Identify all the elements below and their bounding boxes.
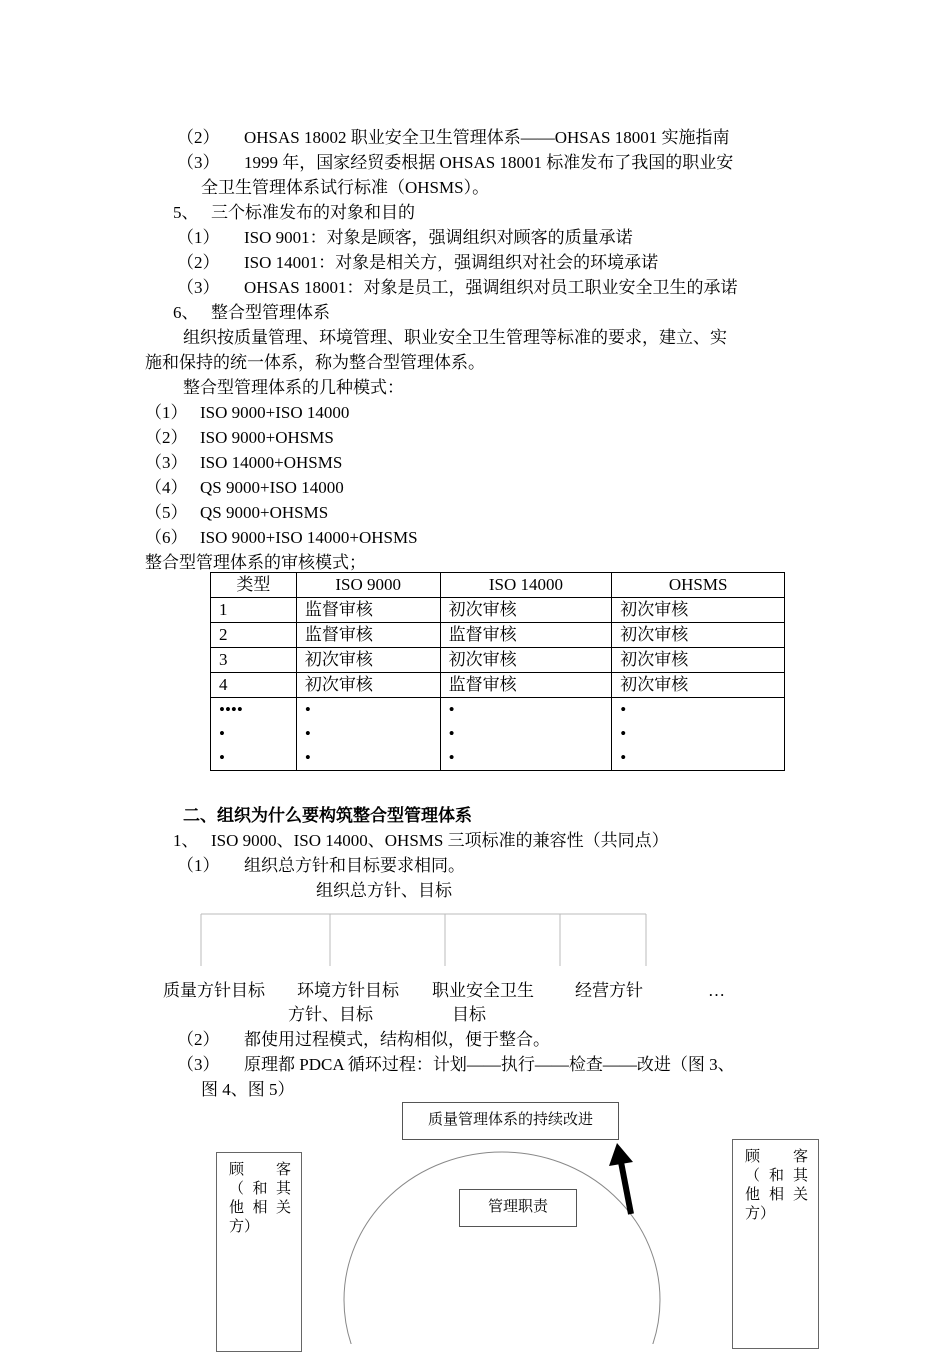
heading-text: 三个标准发布的对象和目的 — [211, 203, 415, 222]
mode-num: （1） — [145, 403, 188, 422]
section-heading: 二、组织为什么要构筑整合型管理体系 — [183, 806, 472, 825]
list-num: （1） — [177, 228, 220, 247]
table-cell: 初次审核 — [296, 673, 440, 698]
tree-leaf: 方针、目标 — [288, 1005, 373, 1024]
list-num: （2） — [177, 253, 220, 272]
heading-text: ISO 9000、ISO 14000、OHSMS 三项标准的兼容性（共同点） — [211, 831, 669, 850]
customer-box-line: 方） — [229, 1219, 260, 1235]
table-header-cell: OHSMS — [612, 573, 785, 598]
table-cell: •••• • • — [211, 698, 297, 771]
mode-text: QS 9000+OHSMS — [200, 503, 329, 522]
mode-text: ISO 9000+OHSMS — [200, 428, 334, 447]
tree-leaf-more: … — [708, 981, 725, 1000]
table-cell: 初次审核 — [612, 673, 785, 698]
list-text-cont: 全卫生管理体系试行标准（OHSMS）。 — [201, 178, 490, 197]
management-responsibility-box: 管理职责 — [459, 1189, 577, 1227]
customer-box-line: （和其 — [745, 1168, 808, 1184]
heading-num: 5、 — [173, 203, 199, 222]
mode-num: （2） — [145, 428, 188, 447]
customer-box-right — [732, 1139, 819, 1349]
table-cell: • • • — [440, 698, 612, 771]
arrow-shaft — [621, 1162, 631, 1214]
list-num: （2） — [177, 128, 220, 147]
customer-box-line: （和其 — [229, 1181, 291, 1197]
table-cell: 初次审核 — [612, 623, 785, 648]
customer-box-left — [216, 1152, 302, 1352]
tree-leaf: 质量方针目标 — [163, 981, 265, 1000]
mode-text: QS 9000+ISO 14000 — [200, 478, 344, 497]
heading-num: 1、 — [173, 831, 199, 850]
list-num: （1） — [177, 856, 220, 875]
list-text: ISO 14001：对象是相关方，强调组织对社会的环境承诺 — [244, 253, 659, 272]
table-caption: 整合型管理体系的审核模式； — [145, 553, 366, 572]
tree-leaf: 目标 — [452, 1005, 486, 1024]
table-header-cell: 类型 — [211, 573, 297, 598]
table-cell: • • • — [296, 698, 440, 771]
heading-num: 6、 — [173, 303, 199, 322]
customer-box-line: 顾 客 — [745, 1149, 808, 1165]
list-num: （3） — [177, 153, 220, 172]
mode-num: （6） — [145, 528, 188, 547]
paragraph: 施和保持的统一体系，称为整合型管理体系。 — [145, 353, 485, 372]
table-cell: 初次审核 — [612, 598, 785, 623]
list-num: （3） — [177, 1055, 220, 1074]
table-cell: 1 — [211, 598, 297, 623]
mode-text: ISO 14000+OHSMS — [200, 453, 343, 472]
tree-leaf: 环境方针目标 — [297, 981, 399, 1000]
list-num: （3） — [177, 278, 220, 297]
paragraph: 整合型管理体系的几种模式： — [183, 378, 404, 397]
tree-leaf: 经营方针 — [575, 981, 643, 1000]
customer-box-line: 方） — [745, 1206, 776, 1222]
mode-text: ISO 9000+ISO 14000 — [200, 403, 350, 422]
list-text-cont: 图 4、图 5） — [201, 1080, 295, 1099]
customer-box-line: 他相关 — [745, 1187, 808, 1203]
list-text: ISO 9001：对象是顾客，强调组织对顾客的质量承诺 — [244, 228, 633, 247]
table-cell: 3 — [211, 648, 297, 673]
customer-box-line: 他相关 — [229, 1200, 291, 1216]
list-text: OHSAS 18001：对象是员工，强调组织对员工职业安全卫生的承诺 — [244, 278, 738, 297]
mode-text: ISO 9000+ISO 14000+OHSMS — [200, 528, 418, 547]
table-cell: • • • — [612, 698, 785, 771]
list-text: 原理都 PDCA 循环过程：计划——执行——检查——改进（图 3、 — [244, 1055, 735, 1074]
table-cell: 初次审核 — [612, 648, 785, 673]
table-cell: 初次审核 — [296, 648, 440, 673]
tree-leaf: 职业安全卫生 — [432, 981, 534, 1000]
heading-text: 整合型管理体系 — [211, 303, 330, 322]
table-cell: 监督审核 — [440, 623, 612, 648]
mode-num: （4） — [145, 478, 188, 497]
paragraph: 组织按质量管理、环境管理、职业安全卫生管理等标准的要求，建立、实 — [183, 328, 727, 347]
table-cell: 初次审核 — [440, 648, 612, 673]
list-text: 都使用过程模式，结构相似，便于整合。 — [244, 1030, 550, 1049]
list-text: 组织总方针和目标要求相同。 — [244, 856, 465, 875]
table-cell: 监督审核 — [440, 673, 612, 698]
table-cell: 2 — [211, 623, 297, 648]
list-text: OHSAS 18002 职业安全卫生管理体系——OHSAS 18001 实施指南 — [244, 128, 730, 147]
pdca-circle — [344, 1152, 660, 1344]
mode-num: （5） — [145, 503, 188, 522]
table-cell: 监督审核 — [296, 623, 440, 648]
table-cell: 4 — [211, 673, 297, 698]
table-header-cell: ISO 9000 — [296, 573, 440, 598]
table-header-cell: ISO 14000 — [440, 573, 612, 598]
customer-box-line: 顾 客 — [229, 1162, 291, 1178]
list-text: 1999 年，国家经贸委根据 OHSAS 18001 标准发布了我国的职业安 — [244, 153, 734, 172]
tree-root-label: 组织总方针、目标 — [316, 881, 452, 900]
continuous-improvement-box: 质量管理体系的持续改进 — [402, 1102, 619, 1140]
table-cell: 初次审核 — [440, 598, 612, 623]
mode-num: （3） — [145, 453, 188, 472]
list-num: （2） — [177, 1030, 220, 1049]
table-cell: 监督审核 — [296, 598, 440, 623]
arrow-head — [609, 1143, 633, 1166]
